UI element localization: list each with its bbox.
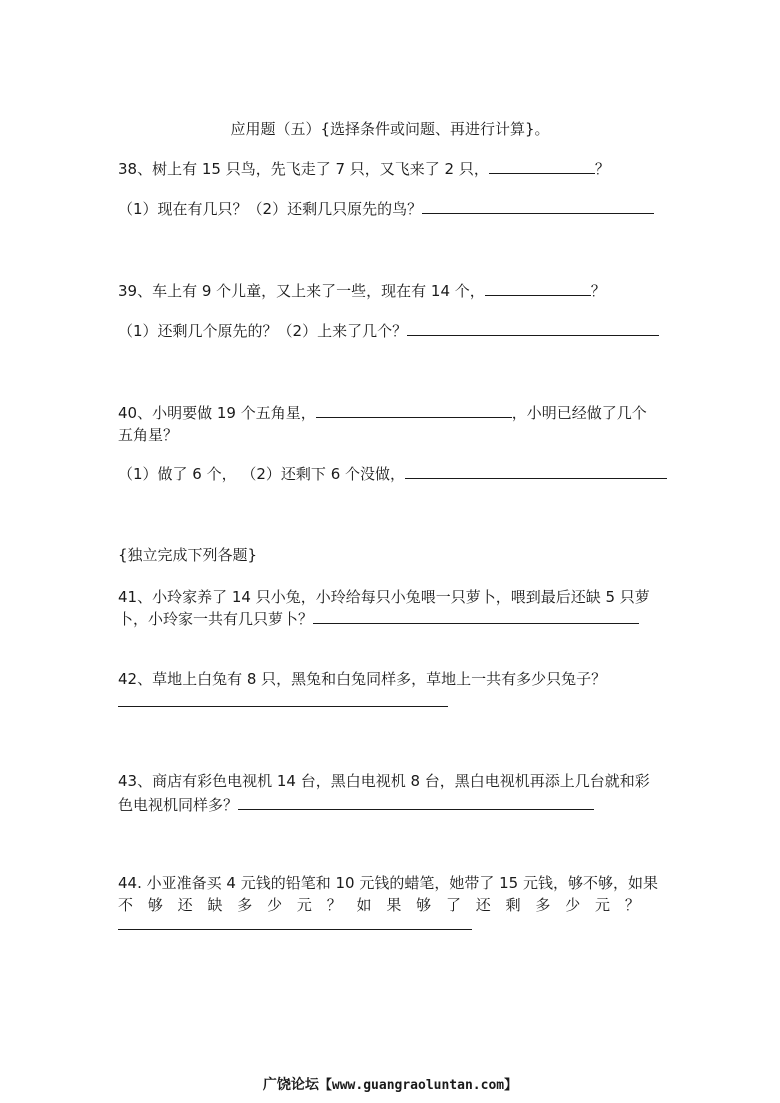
char: 元 [595, 896, 611, 914]
question-38-options [118, 198, 654, 220]
question-38-text: 38、树上有 15 只鸟，先飞走了 7 只，又飞来了 2 只， [118, 160, 489, 178]
char: 还 [475, 896, 491, 914]
answer-blank[interactable] [313, 609, 639, 624]
char: 多 [237, 896, 253, 914]
question-40-text: 40、小明要做 19 个五角星， [118, 404, 316, 422]
char: 元 [296, 896, 312, 914]
answer-line[interactable] [118, 929, 472, 930]
char: 如 [356, 896, 372, 914]
char: 够 [416, 896, 432, 914]
char: 够 [147, 896, 163, 914]
answer-blank[interactable] [407, 321, 659, 336]
question-41: 41、小玲家养了 14 只小兔，小玲给每只小兔喂一只萝卜，喂到最后还缺 5 只萝 [118, 588, 650, 606]
char: 少 [565, 896, 581, 914]
footer [0, 1075, 780, 1096]
answer-blank[interactable] [489, 159, 595, 174]
question-41-text-2: 卜，小玲家一共有几只萝卜？ [118, 610, 314, 628]
question-39-end: ？ [590, 282, 606, 300]
answer-blank[interactable] [405, 464, 667, 479]
char: ？ [326, 896, 342, 914]
char: 不 [118, 896, 134, 914]
footer-url: 【www.guangraoluntan.com】 [318, 1078, 518, 1093]
question-38-end: ？ [594, 160, 610, 178]
question-40-line-2: 五角星？ [118, 426, 179, 444]
question-41-line-2 [118, 608, 639, 630]
question-42: 42、草地上白兔有 8 只，黑兔和白兔同样多，草地上一共有多少只兔子？ [118, 670, 607, 688]
question-43-text-2: 色电视机同样多？ [118, 796, 239, 814]
question-40-options [118, 463, 667, 485]
question-40-options-text: （1）做了 6 个， （2）还剩下 6 个没做， [118, 465, 406, 483]
char: 还 [177, 896, 193, 914]
question-39-options-text: （1）还剩几个原先的？（2）上来了几个？ [118, 322, 408, 340]
char: 剩 [505, 896, 521, 914]
char: 多 [535, 896, 551, 914]
question-43: 43、商店有彩色电视机 14 台，黑白电视机 8 台，黑白电视机再添上几台就和彩 [118, 772, 650, 790]
question-39-text: 39、车上有 9 个儿童，又上来了一些，现在有 14 个， [118, 282, 485, 300]
answer-blank[interactable] [485, 281, 591, 296]
answer-blank[interactable] [422, 199, 654, 214]
section-heading: {独立完成下列各题} [118, 546, 258, 564]
question-40-text-2: ，小明已经做了几个 [511, 404, 647, 422]
answer-blank[interactable] [238, 795, 594, 810]
question-44: 44. 小亚准备买 4 元钱的铅笔和 10 元钱的蜡笔，她带了 15 元钱，够不够，如果 [118, 874, 658, 892]
question-39-options [118, 320, 659, 342]
question-38 [118, 158, 610, 180]
question-44-line-2 [118, 894, 640, 916]
char: ？ [624, 896, 640, 914]
char: 少 [267, 896, 283, 914]
answer-line[interactable] [118, 706, 448, 707]
char: 了 [445, 896, 461, 914]
char: 缺 [207, 896, 223, 914]
page-title: 应用题（五）{选择条件或问题、再进行计算}。 [230, 120, 550, 138]
question-43-line-2 [118, 794, 594, 816]
char: 果 [386, 896, 402, 914]
question-38-options-text: （1）现在有几只？（2）还剩几只原先的鸟？ [118, 200, 423, 218]
answer-blank[interactable] [316, 403, 512, 418]
question-40 [118, 402, 647, 424]
question-39 [118, 280, 606, 302]
footer-brand: 广饶论坛 [262, 1077, 319, 1093]
